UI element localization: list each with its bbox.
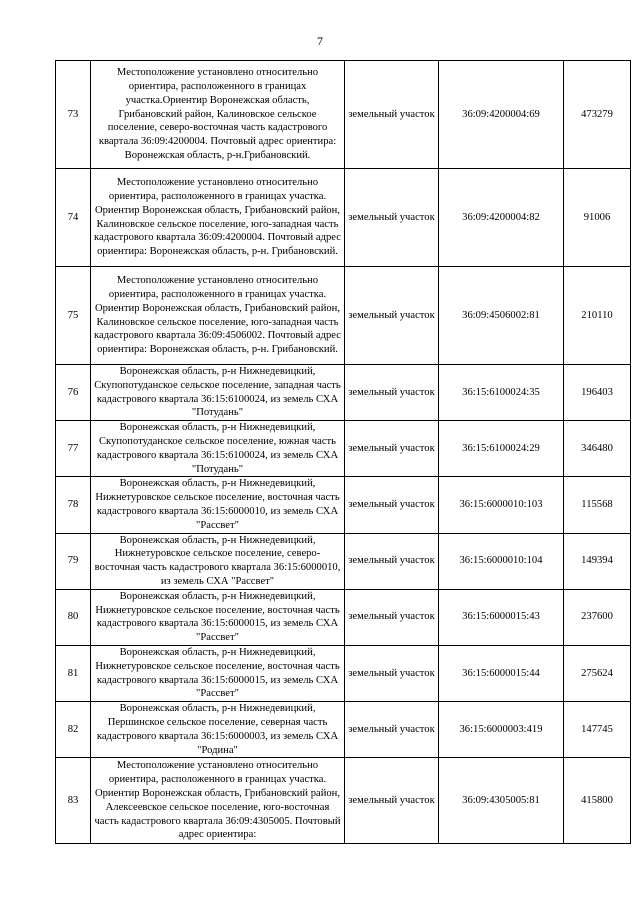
table-row [56,589,631,645]
row-number: 73 [56,61,91,169]
location-cell: Воронежская область, р-н Нижнедевицкий, Нижнетуровское сельское поселение, восточная часть кадастрового квартала 36:15:6000015, из земель СХА "Рассвет" [91,589,345,645]
area-cell: 237600 [564,589,631,645]
row-number: 82 [56,702,91,758]
location-cell: Местоположение установлено относительно ориентира, расположенного в границах участка. Ориентир Воронежская область, Грибановский район, Калиновское сельское поселение, юго-западная часть кадастрового квартала 36:09:4506002. Почтовый адрес ориентира: Воронежская область, р-н. Грибановский. [91,267,345,365]
cadastral-number-cell: 36:15:6100024:35 [439,365,564,421]
table-row [56,365,631,421]
table-row [56,61,631,169]
row-number: 81 [56,645,91,701]
table-row [56,169,631,267]
table-row [56,533,631,589]
area-cell: 210110 [564,267,631,365]
row-number: 79 [56,533,91,589]
location-cell: Воронежская область, р-н Нижнедевицкий, Скупопотуданское сельское поселение, южная часть кадастрового квартала 36:15:6100024, из земель СХА "Потудань" [91,421,345,477]
cadastral-number-cell: 36:15:6100024:29 [439,421,564,477]
cadastral-number-cell: 36:15:6000015:44 [439,645,564,701]
object-type-cell: земельный участок [345,61,439,169]
location-cell: Воронежская область, р-н Нижнедевицкий, Нижнетуровское сельское поселение, восточная часть кадастрового квартала 36:15:6000010, из земель СХА "Рассвет" [91,477,345,533]
object-type-cell: земельный участок [345,645,439,701]
cadastral-number-cell: 36:15:6000010:104 [439,533,564,589]
area-cell: 275624 [564,645,631,701]
object-type-cell: земельный участок [345,533,439,589]
table-row [56,477,631,533]
object-type-cell: земельный участок [345,421,439,477]
location-cell: Воронежская область, р-н Нижнедевицкий, Скупопотуданское сельское поселение, западная часть кадастрового квартала 36:15:6100024, из земель СХА "Потудань" [91,365,345,421]
object-type-cell: земельный участок [345,589,439,645]
row-number: 80 [56,589,91,645]
location-cell: Местоположение установлено относительно ориентира, расположенного в границах участка. Ориентир Воронежская область, Грибановский район, Калиновское сельское поселение, юго-западная часть кадастрового квартала 36:09:4200004. Почтовый адрес ориентира: Воронежская область, р-н. Грибановский. [91,169,345,267]
table-row [56,421,631,477]
object-type-cell: земельный участок [345,169,439,267]
row-number: 78 [56,477,91,533]
cadastral-number-cell: 36:09:4506002:81 [439,267,564,365]
location-cell: Воронежская область, р-н Нижнедевицкий, Першинское сельское поселение, северная часть кадастрового квартала 36:15:6000003, из земель СХА "Родина" [91,702,345,758]
cadastral-number-cell: 36:09:4200004:69 [439,61,564,169]
object-type-cell: земельный участок [345,702,439,758]
cadastral-number-cell: 36:15:6000010:103 [439,477,564,533]
location-cell: Воронежская область, р-н Нижнедевицкий, Нижнетуровское сельское поселение, северо-восточная часть кадастрового квартала 36:15:6000010, из земель СХА "Рассвет" [91,533,345,589]
table-row [56,645,631,701]
object-type-cell: земельный участок [345,267,439,365]
area-cell: 149394 [564,533,631,589]
location-cell: Местоположение установлено относительно ориентира, расположенного в границах участка.Ориентир Воронежская область, Грибановский район, Калиновское сельское поселение, северо-восточная часть кадастрового квартала 36:09:4200004. Почтовый адрес ориентира: Воронежская область, р-н.Грибановский. [91,61,345,169]
table-row [56,267,631,365]
row-number: 83 [56,758,91,844]
location-cell: Местоположение установлено относительно ориентира, расположенного в границах участка. Ориентир Воронежская область, Грибановский район, Алексеевское сельское поселение, юго-восточная часть кадастрового квартала 36:09:4305005. Почтовый адрес ориентира: [91,758,345,844]
area-cell: 415800 [564,758,631,844]
object-type-cell: земельный участок [345,477,439,533]
area-cell: 147745 [564,702,631,758]
page-number: 7 [317,34,323,48]
location-cell: Воронежская область, р-н Нижнедевицкий, Нижнетуровское сельское поселение, восточная часть кадастрового квартала 36:15:6000015, из земель СХА "Рассвет" [91,645,345,701]
table-row [56,758,631,844]
cadastral-number-cell: 36:09:4305005:81 [439,758,564,844]
area-cell: 91006 [564,169,631,267]
area-cell: 196403 [564,365,631,421]
area-cell: 115568 [564,477,631,533]
area-cell: 473279 [564,61,631,169]
cadastral-number-cell: 36:09:4200004:82 [439,169,564,267]
area-cell: 346480 [564,421,631,477]
object-type-cell: земельный участок [345,365,439,421]
row-number: 75 [56,267,91,365]
row-number: 77 [56,421,91,477]
object-type-cell: земельный участок [345,758,439,844]
cadastral-number-cell: 36:15:6000003:419 [439,702,564,758]
row-number: 74 [56,169,91,267]
cadastral-number-cell: 36:15:6000015:43 [439,589,564,645]
table-row [56,702,631,758]
row-number: 76 [56,365,91,421]
land-parcels-table [55,60,631,844]
